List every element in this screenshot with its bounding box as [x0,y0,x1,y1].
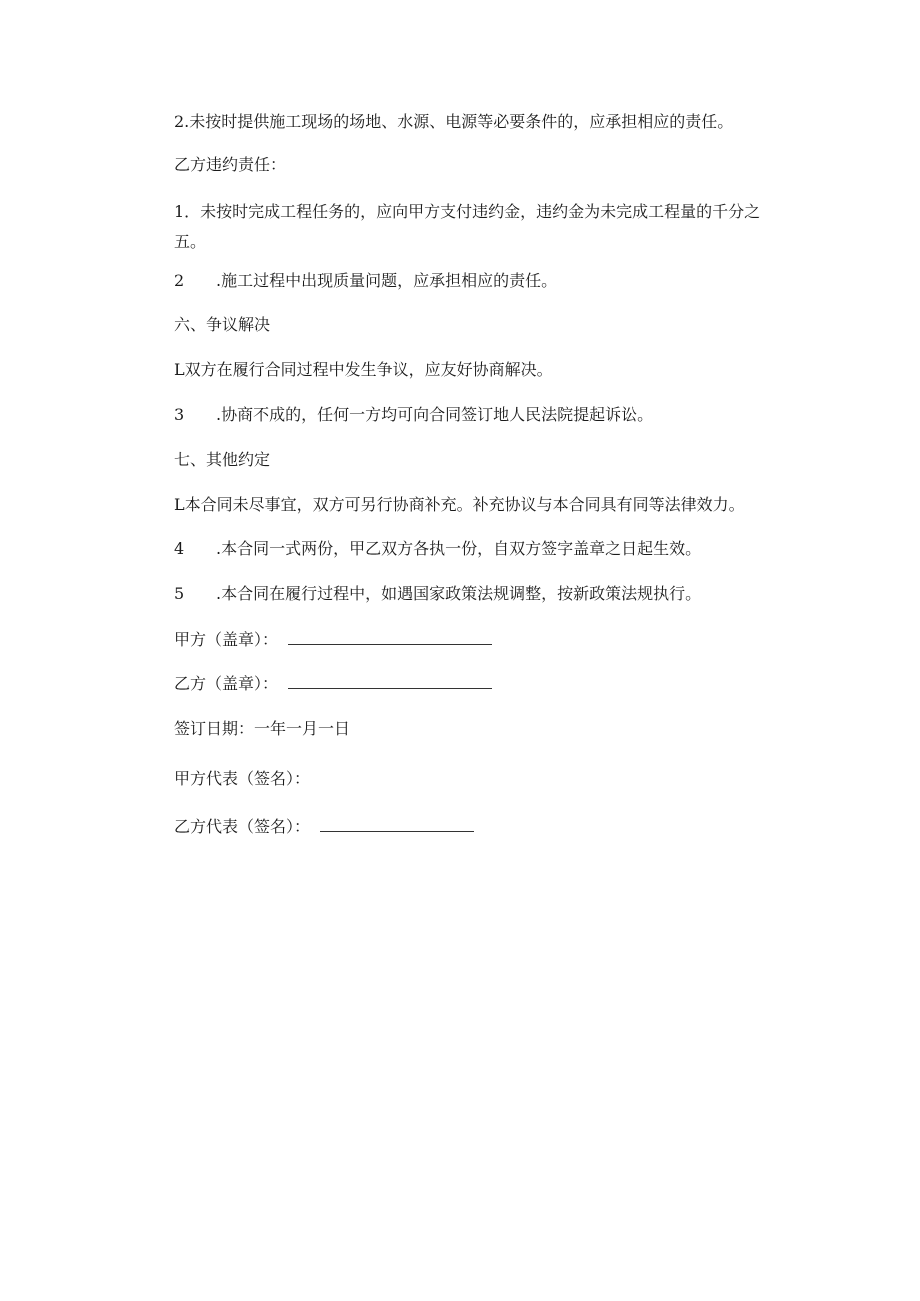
clause-o1: L本合同未尽事宜，双方可另行协商补充。补充协议与本合同具有同等法律效力。 [174,495,745,514]
clause-o3 [174,579,794,609]
clause-d2 [174,400,794,430]
party-b-rep-row [174,812,794,842]
party-b-liability-heading: 乙方违约责任： [174,155,287,174]
clause-text: .本合同一式两份，甲乙双方各执一份，自双方签字盖章之日起生效。 [216,539,702,558]
party-b-rep-label: 乙方代表（签名）： [174,817,311,836]
clause-a2: 2.未按时提供施工现场的场地、水源、电源等必要条件的，应承担相应的责任。 [174,112,734,131]
party-b-seal-blank [288,676,492,689]
party-a-rep-row [174,764,794,794]
section-six-heading: 六、争议解决 [174,315,271,334]
clause-number: 2 [174,271,185,290]
clause-number: 4 [174,539,185,558]
clause-b2 [174,266,794,296]
party-a-seal-blank [288,632,492,645]
clause-b1: 1．未按时完成工程任务的，应向甲方支付违约金，违约金为未完成工程量的千分之五。 [174,202,761,251]
sign-date: 签订日期：一年一月一日 [174,719,351,738]
party-a-seal-row [174,625,794,655]
party-a-rep-label: 甲方代表（签名）： [174,769,311,788]
clause-text: .协商不成的，任何一方均可向合同签订地人民法院提起诉讼。 [216,405,654,424]
clause-text: .本合同在履行过程中，如遇国家政策法规调整，按新政策法规执行。 [216,584,702,603]
clause-number: 5 [174,584,185,603]
clause-number: 3 [174,405,185,424]
clause-o2 [174,534,794,564]
clause-d1: L双方在履行合同过程中发生争议，应友好协商解决。 [174,360,553,379]
party-b-rep-blank [320,819,474,832]
party-b-seal-label: 乙方（盖章）： [174,674,279,693]
clause-text: .施工过程中出现质量问题，应承担相应的责任。 [216,271,558,290]
party-a-seal-label: 甲方（盖章）： [174,630,279,649]
section-seven-heading: 七、其他约定 [174,450,271,469]
party-b-seal-row [174,669,794,699]
